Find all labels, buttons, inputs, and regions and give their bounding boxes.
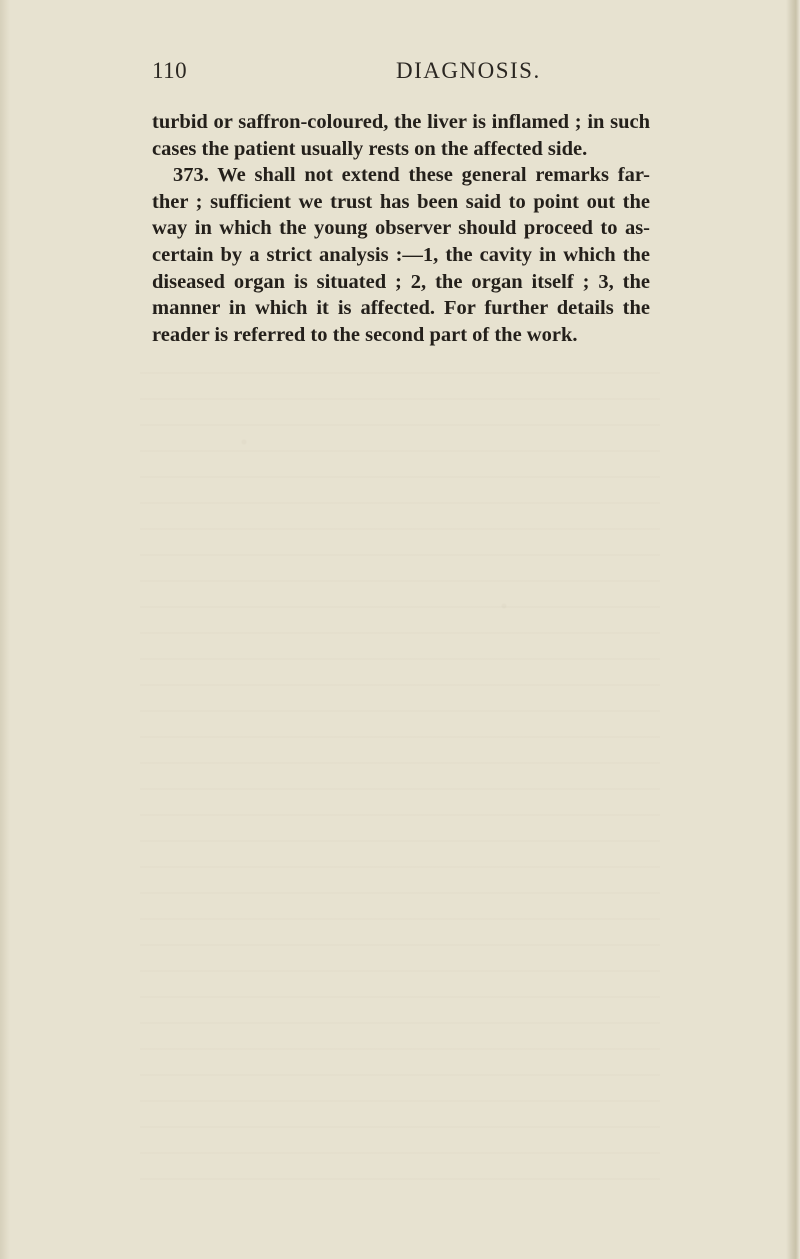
page-header bbox=[152, 58, 652, 92]
page-gutter-shadow bbox=[0, 0, 10, 1259]
text-line: certain by a strict analysis :—1, the cavity in which the bbox=[152, 243, 650, 266]
show-through-texture bbox=[140, 360, 660, 1180]
text-line: manner in which it is affected. For further details the bbox=[152, 297, 650, 320]
body-text bbox=[152, 109, 650, 348]
text-line: diseased organ is situated ; 2, the organ itself ; 3, the bbox=[152, 270, 650, 293]
text-line: reader is referred to the second part of the work. bbox=[152, 323, 578, 346]
text-line: way in which the young observer should proceed to as- bbox=[152, 217, 650, 240]
page-number: 110 bbox=[152, 58, 188, 83]
text-line: cases the patient usually rests on the affected side. bbox=[152, 137, 588, 160]
paragraph-373-start: 373. We shall not extend these general remarks far- bbox=[173, 164, 650, 187]
text-line: ther ; sufficient we trust has been said to point out the bbox=[152, 190, 650, 213]
page-edge bbox=[786, 0, 800, 1259]
text-line: turbid or saffron-coloured, the liver is inflamed ; in such bbox=[152, 111, 650, 133]
running-head: DIAGNOSIS. bbox=[396, 58, 541, 83]
